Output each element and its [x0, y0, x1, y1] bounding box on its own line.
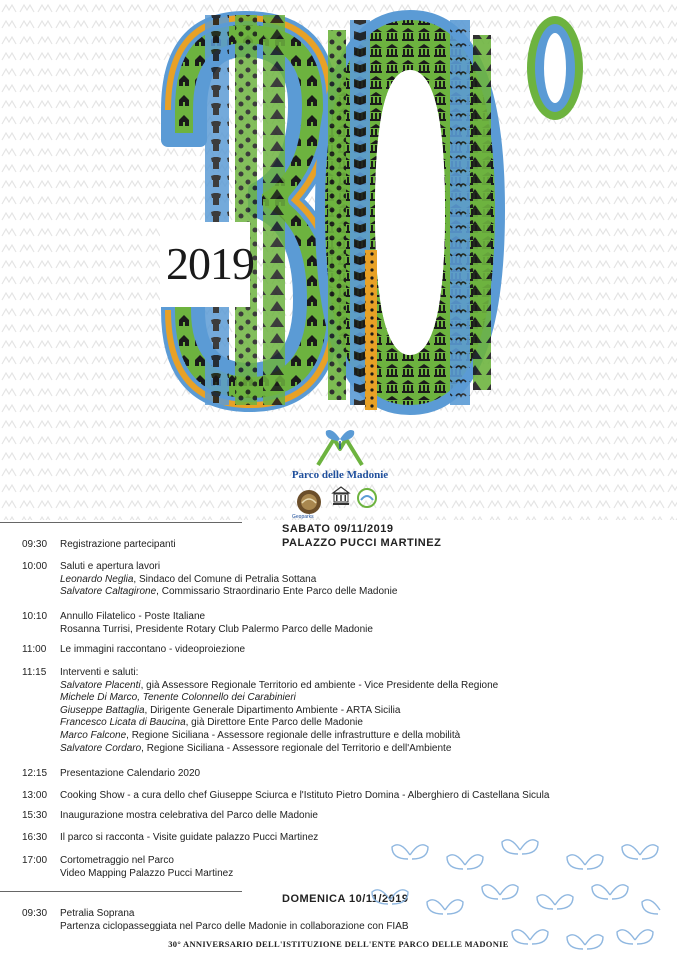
line-text: Annullo Filatelico - Poste Italiane	[60, 611, 206, 622]
schedule-line	[60, 624, 640, 637]
digit-zero	[320, 15, 500, 410]
schedule-content	[60, 561, 640, 599]
schedule-time: 15:30	[22, 810, 48, 821]
line-text: Video Mapping Palazzo Pucci Martinez	[60, 867, 234, 879]
year-label: 2019	[166, 238, 254, 289]
geoparks-icon	[296, 489, 322, 515]
degree-symbol	[527, 16, 583, 120]
schedule-line	[60, 810, 640, 823]
schedule-line	[60, 680, 640, 693]
speaker-name: Francesco Licata di Baucina	[60, 717, 186, 729]
schedule-content	[60, 644, 640, 657]
schedule-line	[60, 717, 640, 730]
schedule-content	[60, 539, 640, 552]
schedule-line	[60, 705, 640, 718]
butterfly-logo-icon	[290, 425, 390, 469]
schedule-line	[60, 611, 640, 624]
schedule-time: 10:00	[22, 561, 48, 572]
schedule-line	[60, 692, 640, 705]
schedule-line	[60, 790, 640, 803]
speaker-name: Salvatore Caltagirone	[60, 586, 157, 598]
line-text: , Commissario Straordinario Ente Parco delle Madonie	[156, 586, 398, 598]
geoparks-label: Geoparks	[292, 514, 314, 520]
schedule-time: 10:10	[22, 611, 48, 622]
schedule-line	[60, 539, 640, 552]
schedule-line	[60, 561, 640, 574]
schedule-line	[60, 743, 640, 756]
day1-divider	[0, 522, 242, 523]
schedule-content	[60, 790, 640, 803]
schedule-time: 11:15	[22, 667, 47, 678]
digit-three	[168, 15, 335, 405]
line-text: Presentazione Calendario 2020	[60, 768, 201, 779]
line-text: , già Assessore Regionale Territorio ed ambiente - Vice Presidente della Regione	[140, 679, 499, 691]
schedule-content	[60, 810, 640, 823]
schedule-time: 09:30	[22, 539, 48, 550]
speaker-name: Marco Falcone	[60, 729, 127, 741]
line-text: , Dirigente Generale Dipartimento Ambiente - ARTA Sicilia	[144, 704, 401, 716]
schedule-time: 09:30	[22, 908, 48, 919]
line-text: Registrazione partecipanti	[60, 539, 176, 550]
day1-venue: PALAZZO PUCCI MARTINEZ	[282, 537, 442, 549]
schedule-line	[60, 730, 640, 743]
speaker-name: Giuseppe Battaglia	[60, 704, 145, 716]
speaker-name: Michele Di Marco, Tenente Colonnello dei Carabinieri	[60, 692, 296, 704]
schedule-line	[60, 574, 640, 587]
line-text: Le immagini raccontano - videoproiezione	[60, 644, 246, 655]
line-text: , Regione Siciliana - Assessore regionale delle infrastrutture e della mobilità	[126, 729, 461, 741]
line-text: Petralia Soprana	[60, 908, 135, 919]
line-text: Interventi e saluti:	[60, 667, 139, 678]
day2-date: DOMENICA 10/11/2019	[282, 893, 409, 905]
schedule-content	[60, 667, 640, 755]
line-text: , Regione Siciliana - Assessore regionale del Territorio e dell'Ambiente	[141, 742, 452, 754]
line-text: Inaugurazione mostra celebrativa del Parco delle Madonie	[60, 810, 318, 821]
schedule-time: 16:30	[22, 832, 48, 843]
line-text: Cooking Show - a cura dello chef Giuseppe Sciurca e l'Istituto Pietro Domina - Alberghiero di Castellana Sicula	[60, 790, 550, 801]
schedule-line	[60, 586, 640, 599]
day2-divider	[0, 891, 242, 892]
schedule-line	[60, 768, 640, 781]
schedule-line	[60, 644, 640, 657]
day1-date: SABATO 09/11/2019	[282, 523, 394, 535]
schedule-time: 11:00	[22, 644, 47, 655]
schedule-content	[60, 611, 640, 636]
schedule-time: 17:00	[22, 855, 48, 866]
schedule-time: 12:15	[22, 768, 48, 779]
schedule-content	[60, 768, 640, 781]
line-text: Partenza ciclopasseggiata nel Parco delle Madonie in collaborazione con FIAB	[60, 920, 409, 932]
footer-title: 30° ANNIVERSARIO DELL'ISTITUZIONE DELL'ENTE PARCO DELLE MADONIE	[168, 939, 509, 949]
schedule-line	[60, 667, 640, 680]
schedule-time: 13:00	[22, 790, 48, 801]
speaker-name: Salvatore Cordaro	[60, 742, 142, 754]
park-name: Parco delle Madonie	[291, 469, 389, 481]
line-text: Saluti e apertura lavori	[60, 561, 161, 572]
park-logo	[290, 425, 390, 520]
unesco-icon	[331, 485, 351, 507]
environment-ministry-icon	[356, 487, 378, 509]
anniversary-30-graphic	[160, 10, 590, 420]
line-text: Il parco si racconta - Visite guidate palazzo Pucci Martinez	[60, 832, 319, 843]
speaker-name: Leonardo Neglia	[60, 573, 134, 585]
speaker-name: Salvatore Placenti	[60, 679, 141, 691]
line-text: , Sindaco del Comune di Petralia Sottana	[133, 573, 317, 585]
line-text: Rosanna Turrisi, Presidente Rotary Club Palermo Parco delle Madonie	[60, 623, 373, 635]
line-text: , già Direttore Ente Parco delle Madonie	[185, 717, 363, 729]
line-text: Cortometraggio nel Parco	[60, 855, 174, 866]
